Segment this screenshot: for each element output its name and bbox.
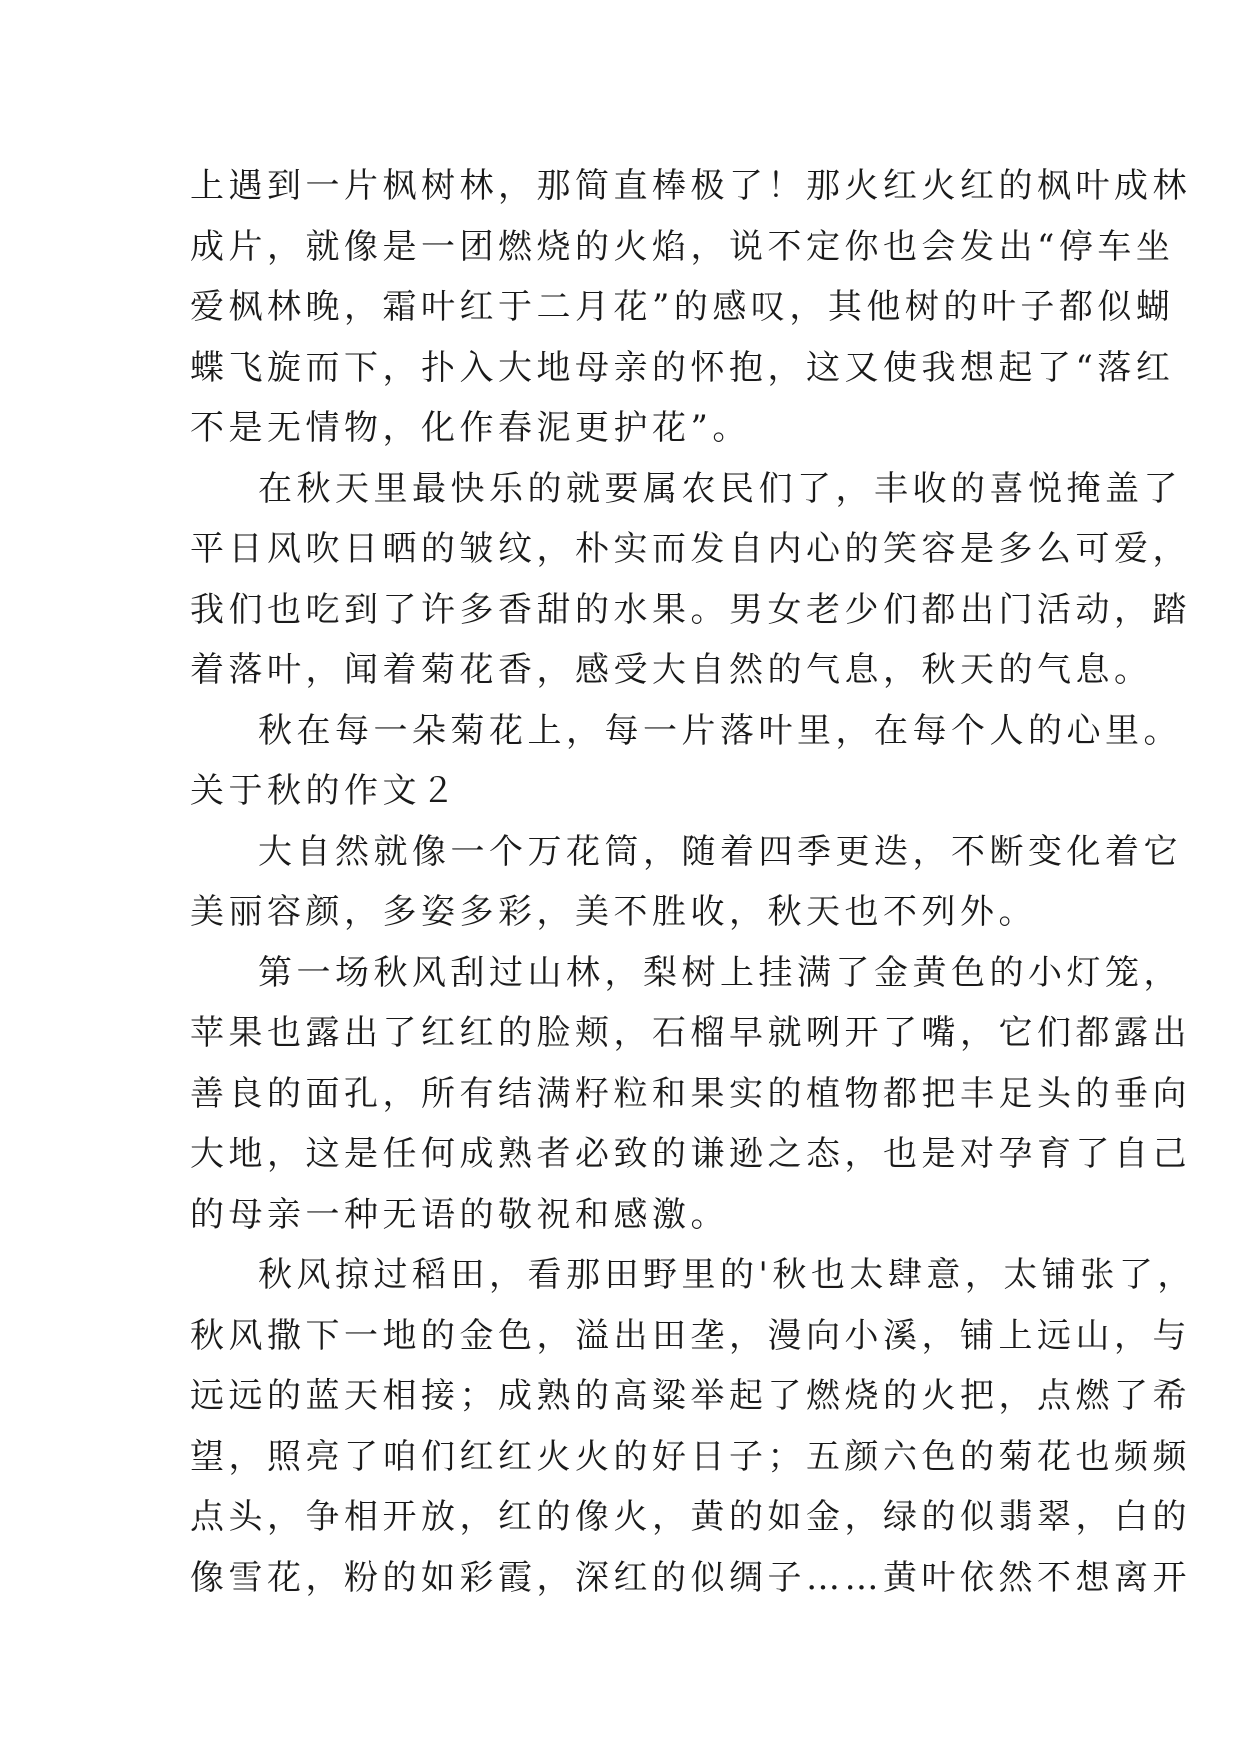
section-heading: 关于秋的作文２ (190, 771, 460, 811)
essay-body (190, 156, 1196, 1608)
text-line: 点头，争相开放，红的像火，黄的如金，绿的似翡翠，白的 (190, 1497, 1191, 1537)
text-line: 着落叶，闻着菊花香，感受大自然的气息，秋天的气息。 (190, 650, 1153, 690)
text-line: 善良的面孔，所有结满籽粒和果实的植物都把丰足头的垂向 (190, 1073, 1191, 1114)
text-line: 美丽容颜，多姿多彩，美不胜收，秋天也不列外。 (190, 892, 1037, 932)
text-line: 不是无情物，化作春泥更护花”。 (190, 408, 751, 448)
text-line: 的母亲一种无语的敬祝和感激。 (190, 1194, 729, 1235)
text-line: 大地，这是任何成熟者必致的谦逊之态，也是对孕育了自己 (190, 1134, 1191, 1174)
paragraph-start-line: 大自然就像一个万花筒，随着四季更迭，不断变化着它 (258, 831, 1182, 872)
paragraph-start-line: 第一场秋风刮过山林，梨树上挂满了金黄色的小灯笼， (258, 952, 1182, 993)
text-line: 上遇到一片枫树林，那简直棒极了！那火红火红的枫叶成林 (190, 166, 1191, 206)
text-line: 我们也吃到了许多香甜的水果。男女老少们都出门活动，踏 (190, 589, 1191, 630)
text-line: 成片，就像是一团燃烧的火焰，说不定你也会发出“停车坐 (190, 226, 1175, 267)
text-line: 苹果也露出了红红的脸颊，石榴早就咧开了嘴，它们都露出 (190, 1013, 1191, 1053)
text-line: 平日风吹日晒的皱纹，朴实而发自内心的笑容是多么可爱， (190, 529, 1191, 569)
text-line: 望，照亮了咱们红红火火的好日子；五颜六色的菊花也频频 (190, 1436, 1191, 1477)
text-line: 蝶飞旋而下，扑入大地母亲的怀抱，这又使我想起了“落红 (190, 347, 1175, 388)
paragraph-start-line: 秋在每一朵菊花上，每一片落叶里，在每个人的心里。 (258, 710, 1182, 751)
text-line: 像雪花，粉的如彩霞，深红的似绸子……黄叶依然不想离开 (190, 1557, 1191, 1598)
paragraph-start-line: 秋风掠过稻田，看那田野里的'秋也太肆意，太铺张了， (258, 1255, 1196, 1295)
text-line: 秋风撒下一地的金色，溢出田垄，漫向小溪，铺上远山，与 (190, 1315, 1191, 1356)
text-line: 远远的蓝天相接；成熟的高粱举起了燃烧的火把，点燃了希 (190, 1376, 1191, 1416)
paragraph-start-line: 在秋天里最快乐的就要属农民们了，丰收的喜悦掩盖了 (258, 468, 1182, 509)
text-line: 爱枫林晚，霜叶红于二月花”的感叹，其他树的叶子都似蝴 (190, 287, 1175, 327)
